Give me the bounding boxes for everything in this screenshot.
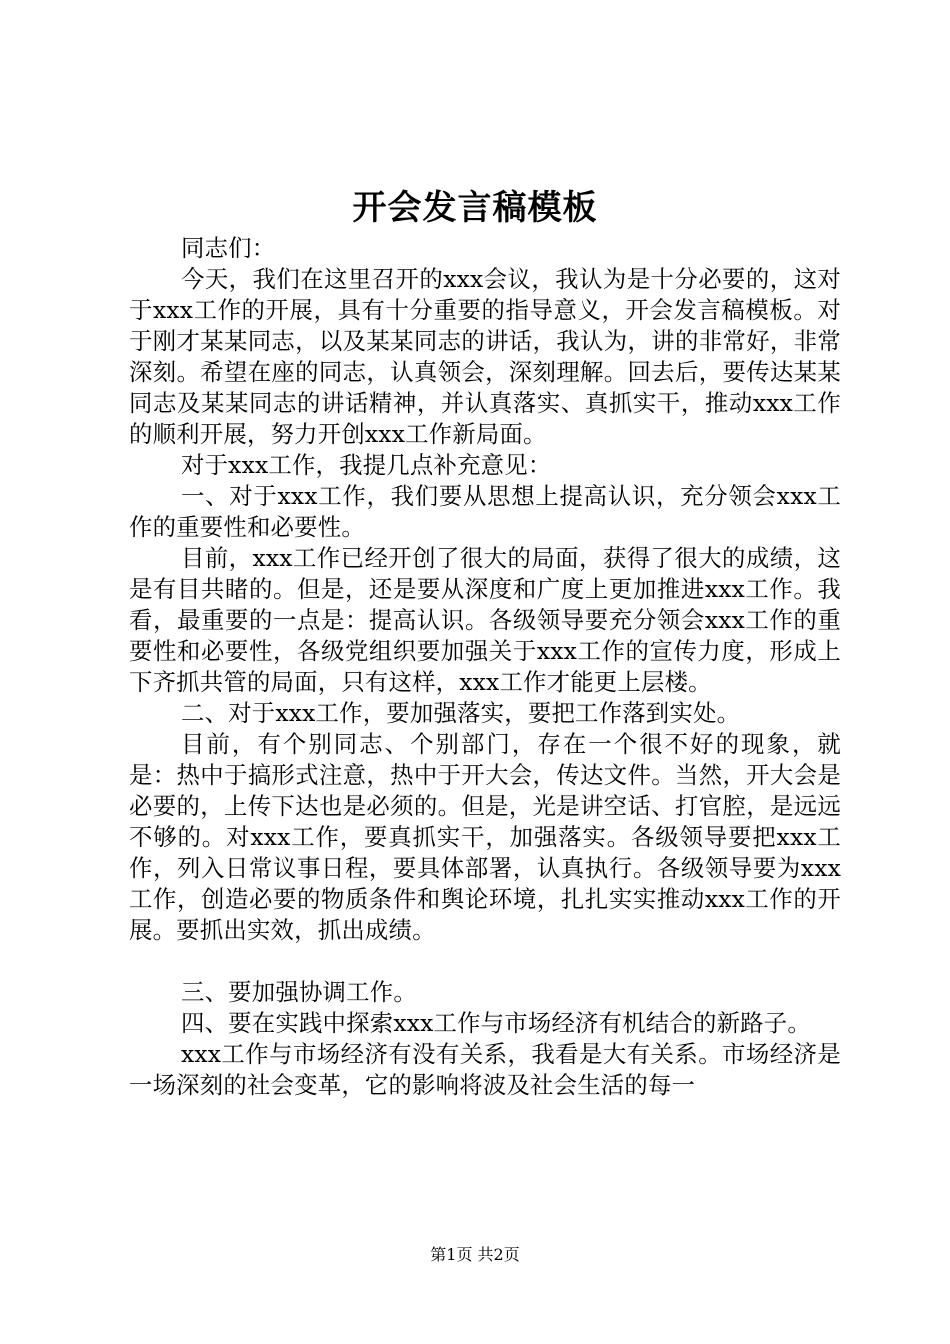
paragraph-salutation: 同志们： <box>181 234 276 262</box>
paragraph-point-2: 二、对于xxx工作，要加强落实，要把工作落到实处。 <box>181 699 741 727</box>
paragraph-opening: 今天，我们在这里召开的xxx会议，我认为是十分必要的，这对于xxx工作的开展，具有十分重要的指导意义，开会发言稿模板。对于刚才某某同志，以及某某同志的讲话，我认为，讲的非常好，非常深刻。希望在座的同志，认真领会，深刻理解。回去后，要传达某某同志及某某同志的讲话精神，并认真落实、真抓实干，推动xxx工作的顺利开展，努力开创xxx工作新局面。 <box>129 265 841 448</box>
document-title: 开会发言稿模板 <box>352 188 598 228</box>
paragraph-point-1-detail: 目前，xxx工作已经开创了很大的局面，获得了很大的成绩，这是有目共睹的。但是，还是要从深度和广度上更加推进xxx工作。我看，最重要的一点是：提高认识。各级领导要充分领会xxx工作的重要性和必要性，各级党组织要加强关于xxx工作的宣传力度，形成上下齐抓共管的局面，只有这样，xxx工作才能更上层楼。 <box>129 544 841 696</box>
paragraph-point-2-detail: 目前，有个别同志、个别部门，存在一个很不好的现象，就是：热中于搞形式注意，热中于开大会，传达文件。当然，开大会是必要的，上传下达也是必须的。但是，光是讲空话、打官腔，是远远不够的。对xxx工作，要真抓实干，加强落实。各级领导要把xxx工作，列入日常议事日程，要具体部署，认真执行。各级领导要为xxx工作，创造必要的物质条件和舆论环境，扎扎实实推动xxx工作的开展。要抓出实效，抓出成绩。 <box>129 730 841 944</box>
paragraph-intro-points: 对于xxx工作，我提几点补充意见： <box>181 451 552 479</box>
paragraph-point-4-detail: xxx工作与市场经济有没有关系，我看是大有关系。市场经济是一场深刻的社会变革，它的影响将波及社会生活的每一 <box>129 1040 841 1099</box>
page-number-footer: 第1页 共2页 <box>430 1245 520 1264</box>
paragraph-point-1: 一、对于xxx工作，我们要从思想上提高认识，充分领会xxx工作的重要性和必要性。 <box>129 482 841 541</box>
paragraph-point-3: 三、要加强协调工作。 <box>181 978 417 1006</box>
document-body <box>129 233 841 1101</box>
paragraph-point-4: 四、要在实践中探索xxx工作与市场经济有机结合的新路子。 <box>181 1009 811 1037</box>
